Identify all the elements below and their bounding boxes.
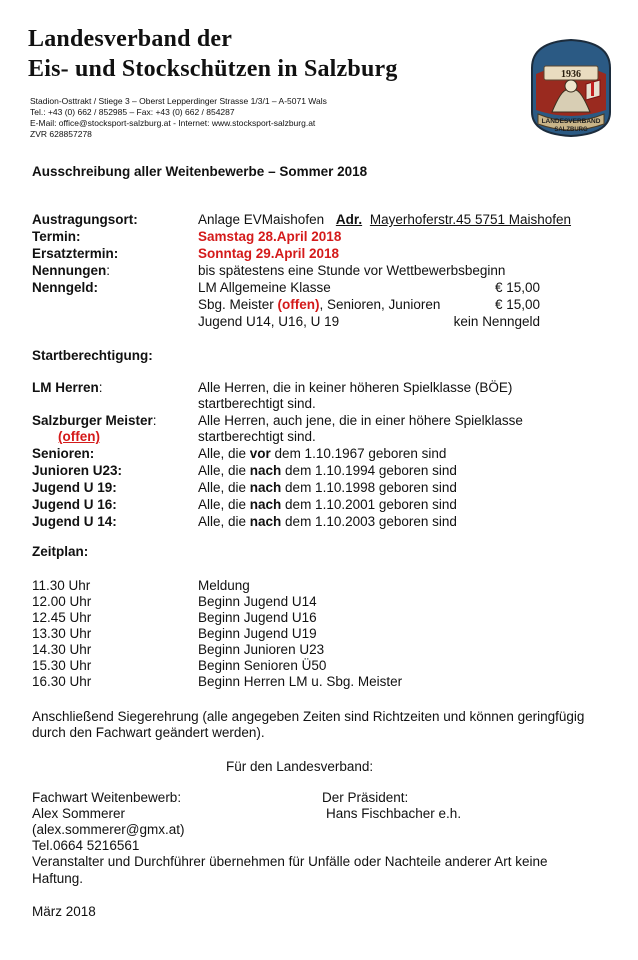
fachwart-phone: Tel.0664 5216561 [32,838,140,853]
fachwart-email: (alex.sommerer@gmx.at) [32,822,185,837]
org-title-line2: Eis- und Stockschützen in Salzburg [28,56,398,82]
logo-year: 1936 [561,69,581,80]
seniors-post: dem 1.10.1967 geboren sind [270,446,447,461]
u16-pre: Alle, die [198,497,250,512]
schedule-time: 16.30 Uhr [32,674,92,689]
seniors-pre: Alle, die [198,446,250,461]
schedule-event: Beginn Herren LM u. Sbg. Meister [198,674,403,689]
sm-colon: : [152,413,157,428]
schedule-event: Beginn Jugend U19 [198,626,317,641]
u14-text [198,514,457,530]
u19-text [198,480,457,496]
org-title-line1: Landesverband der [28,26,233,52]
alternate-date-label: Ersatztermin: [32,246,119,261]
sm-offen: (offen) [58,429,100,444]
ceremony-line-1: Anschließend Siegerehrung (alle angegeben Zeiten sind Richtzeiten und können geringfügig [32,709,585,724]
venue-label: Austragungsort: [32,212,138,227]
u19-keyword: nach [249,480,282,495]
logo-text-line1: LANDESVERBAND [541,118,601,125]
for-federation: Für den Landesverband: [226,759,374,774]
registration-colon: : [106,263,111,278]
eligibility-heading: Startberechtigung: [32,348,153,363]
lm-text-2: startberechtigt sind. [198,396,316,411]
lm-colon: : [98,380,103,395]
u14-keyword: nach [249,514,282,529]
juniors-label: Junioren U23: [32,463,123,478]
lm-label [32,380,103,396]
disclaimer-line-1: Veranstalter und Durchführer übernehmen für Unfälle oder Nachteile anderer Art keine [32,854,548,869]
u14-post: dem 1.10.2003 geboren sind [281,514,457,529]
fachwart-name: Alex Sommerer [32,806,126,821]
fee-amount-youth: kein Nenngeld [453,314,540,329]
president-name: Hans Fischbacher e.h. [326,806,462,821]
lm-label-text: LM Herren [32,380,99,395]
registration-label-text: Nennungen [32,263,107,278]
fee-line-sbg-b: , Senioren, Junioren [319,297,441,312]
schedule-time: 12.45 Uhr [32,610,92,625]
u16-post: dem 1.10.2001 geboren sind [281,497,457,512]
seniors-text [198,446,446,462]
seniors-keyword: vor [249,446,271,461]
schedule-time: 15.30 Uhr [32,658,92,673]
registration-label [32,263,110,279]
schedule-event: Beginn Jugend U14 [198,594,317,609]
schedule-event: Meldung [198,578,250,593]
date-value: Samstag 28.April 2018 [198,229,342,244]
u14-pre: Alle, die [198,514,250,529]
schedule-event: Beginn Junioren U23 [198,642,325,657]
u16-text [198,497,457,513]
address-value: Mayerhoferstr.45 5751 Maishofen [369,212,572,227]
u19-pre: Alle, die [198,480,250,495]
u16-keyword: nach [249,497,282,512]
sm-text-2: startberechtigt sind. [198,429,316,444]
fee-amount-lm: € 15,00 [494,280,540,295]
president-title: Der Präsident: [322,790,409,805]
federation-logo [528,38,614,138]
schedule-event: Beginn Jugend U16 [198,610,317,625]
disclaimer-line-2: Haftung. [32,871,84,886]
u16-label: Jugend U 16: [32,497,117,512]
fachwart-title: Fachwart Weitenbewerb: [32,790,182,805]
u19-label: Jugend U 19: [32,480,117,495]
ceremony-line-2: durch den Fachwart geändert werden). [32,725,265,740]
schedule-time: 13.30 Uhr [32,626,92,641]
fee-amount-sbg: € 15,00 [494,297,540,312]
document-heading: Ausschreibung aller Weitenbewerbe – Sommer 2018 [32,164,368,179]
alternate-date-value: Sonntag 29.April 2018 [198,246,340,261]
venue-value: Anlage EVMaishofen [198,212,325,227]
venue-line [198,212,571,228]
juniors-text [198,463,457,479]
fee-line-lm: LM Allgemeine Klasse [198,280,331,295]
u19-post: dem 1.10.1998 geboren sind [281,480,457,495]
juniors-pre: Alle, die [198,463,250,478]
sm-text-1: Alle Herren, auch jene, die in einer höhere Spielklasse [198,413,523,428]
schedule-time: 12.00 Uhr [32,594,92,609]
fee-line-youth: Jugend U14, U16, U 19 [198,314,340,329]
fee-line-sbg [198,297,440,313]
fee-line-sbg-offen: (offen) [277,297,320,312]
zvr-line: ZVR 628857278 [30,129,92,139]
schedule-time: 14.30 Uhr [32,642,92,657]
address-label: Adr. [335,212,363,227]
sm-label [32,413,157,429]
sm-label-text: Salzburger Meister [32,413,153,428]
schedule-event: Beginn Senioren Ü50 [198,658,327,673]
document-date: März 2018 [32,904,96,919]
date-label: Termin: [32,229,81,244]
schedule-heading: Zeitplan: [32,544,89,559]
address-line: Stadion-Osttrakt / Stiege 3 – Oberst Lepperdinger Strasse 1/3/1 – A-5071 Wals [30,96,327,106]
schedule-time: 11.30 Uhr [32,578,91,593]
u14-label: Jugend U 14: [32,514,117,529]
fee-line-sbg-a: Sbg. Meister [198,297,278,312]
fee-label: Nenngeld: [32,280,98,295]
juniors-post: dem 1.10.1994 geboren sind [281,463,457,478]
logo-text-line2: SALZBURG [554,127,588,133]
email-web-line: E-Mail: office@stocksport-salzburg.at - Internet: www.stocksport-salzburg.at [30,118,316,128]
lm-text-1: Alle Herren, die in keiner höheren Spielklasse (BÖE) [198,380,513,395]
registration-value: bis spätestens eine Stunde vor Wettbewerbsbeginn [198,263,506,278]
juniors-keyword: nach [249,463,282,478]
seniors-label: Senioren: [32,446,95,461]
phone-fax-line: Tel.: +43 (0) 662 / 852985 – Fax: +43 (0) 662 / 854287 [30,107,235,117]
